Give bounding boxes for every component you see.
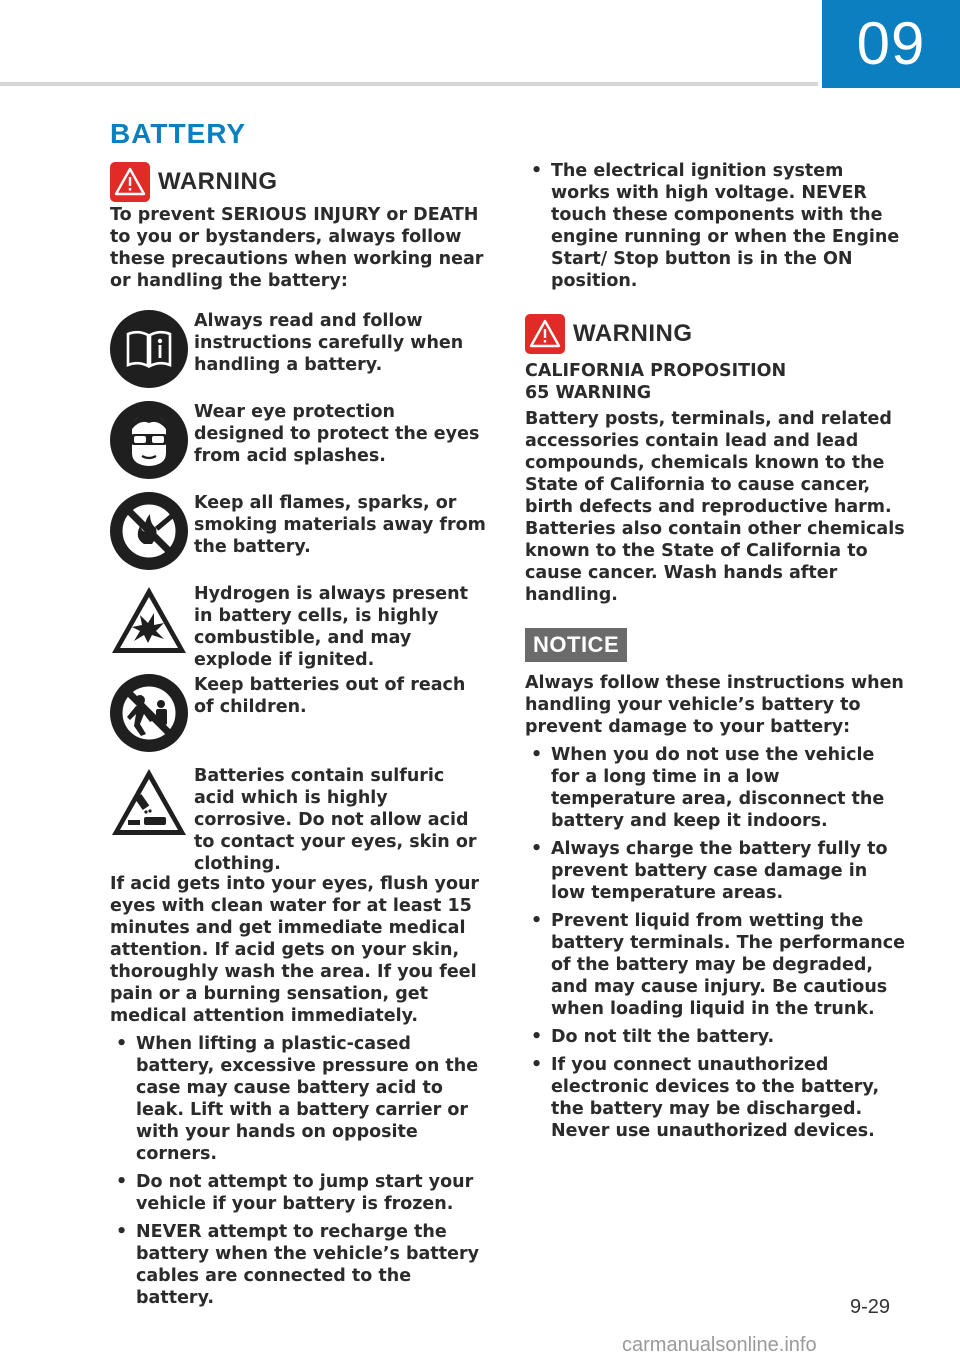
page-number: 9-29	[850, 1296, 891, 1318]
left-column	[110, 162, 490, 1315]
notice-header	[525, 628, 905, 662]
bullet-dot: •	[531, 839, 543, 859]
header-rule	[0, 82, 818, 86]
bullet-dot: •	[531, 1027, 543, 1047]
corrosive-acid-icon	[110, 765, 188, 843]
chapter-tab: 09	[822, 0, 960, 88]
bullet-dot: •	[116, 1172, 128, 1192]
pictogram-item	[110, 583, 490, 674]
acid-first-aid-text: If acid gets into your eyes, flush your eyes with clean water for at least 15 minutes and get immediate medical attention. If acid gets on your skin, thoroughly wash the area. If you feel pain or a burning sensation, get medical attention immediately.	[110, 874, 480, 1026]
list-item: • NEVER attempt to recharge the battery when the vehicle’s battery cables are connected to the battery.	[116, 1222, 480, 1308]
pictogram-text: Batteries contain sulfuric acid which is highly corrosive. Do not allow acid to contact your eyes, skin or clothing.	[194, 766, 477, 874]
pictogram-list	[110, 310, 490, 874]
warning-triangle-icon	[525, 314, 565, 354]
notice-bullet-list	[525, 744, 905, 1142]
list-item: • Do not tilt the battery.	[531, 1027, 775, 1047]
read-manual-icon	[110, 310, 188, 388]
list-item: • The electrical ignition system works with high voltage. NEVER touch these components with the engine running or when the Engine Start/ Stop button is in the ON position.	[531, 161, 900, 291]
list-item: • Prevent liquid from wetting the battery terminals. The performance of the battery may be degraded, and may cause injury. Be cautious when loading liquid in the trunk.	[531, 911, 905, 1019]
warning-label: WARNING	[573, 320, 693, 347]
pictogram-item	[110, 492, 490, 583]
pictogram-item	[110, 674, 490, 765]
no-flames-icon	[110, 492, 188, 570]
pictogram-text: Always read and follow instructions carefully when handling a battery.	[194, 311, 464, 375]
pictogram-text: Wear eye protection designed to protect the eyes from acid splashes.	[194, 402, 480, 466]
notice-intro: Always follow these instructions when handling your vehicle’s battery to prevent damage to your battery:	[525, 673, 904, 737]
list-item: • Do not attempt to jump start your vehicle if your battery is frozen.	[116, 1172, 474, 1214]
prop65-text: Battery posts, terminals, and related accessories contain lead and lead compounds, chemicals known to the State of California to cause cancer, birth defects and reproductive harm. Batteries also contain other chemicals known to the State of California to cause cancer. Wash hands after handling.	[525, 409, 905, 605]
warning-intro: To prevent SERIOUS INJURY or DEATH to you or bystanders, always follow these precautions when working near or handling the battery:	[110, 205, 484, 291]
warning-triangle-icon	[110, 162, 150, 202]
bullet-dot: •	[116, 1034, 128, 1054]
pictogram-item	[110, 401, 490, 492]
prop65-title: CALIFORNIA PROPOSITION 65 WARNING	[525, 361, 787, 403]
bullet-dot: •	[531, 161, 543, 181]
bullet-dot: •	[531, 745, 543, 765]
bullet-dot: •	[116, 1222, 128, 1242]
list-item: • When you do not use the vehicle for a long time in a low temperature area, disconnect the battery and keep it indoors.	[531, 745, 885, 831]
pictogram-text: Keep batteries out of reach of children.	[194, 675, 466, 717]
pictogram-item	[110, 765, 490, 874]
list-item: • When lifting a plastic-cased battery, excessive pressure on the case may cause battery acid to leak. Lift with a battery carrier or with your hands on opposite corners.	[116, 1034, 479, 1164]
warning-label: WARNING	[158, 168, 278, 195]
right-column	[525, 160, 905, 1148]
notice-badge: NOTICE	[525, 628, 627, 662]
section-title: BATTERY	[110, 118, 247, 149]
eye-protection-icon	[110, 401, 188, 479]
warning-header	[110, 162, 490, 202]
warning-header	[525, 314, 905, 354]
list-item: • If you connect unauthorized electronic devices to the battery, the battery may be discharged. Never use unauthorized devices.	[531, 1055, 880, 1141]
pictogram-text: Keep all flames, sparks, or smoking materials away from the battery.	[194, 493, 486, 557]
watermark: carmanualsonline.info	[622, 1334, 817, 1356]
bullet-dot: •	[531, 1055, 543, 1075]
explosion-hazard-icon	[110, 583, 188, 661]
pictogram-item	[110, 310, 490, 401]
left-bullet-list	[110, 1033, 490, 1309]
right-top-bullets	[525, 160, 905, 292]
list-item: • Always charge the battery fully to prevent battery case damage in low temperature areas.	[531, 839, 888, 903]
keep-children-away-icon	[110, 674, 188, 752]
bullet-dot: •	[531, 911, 543, 931]
pictogram-text: Hydrogen is always present in battery cells, is highly combustible, and may explode if ignited.	[194, 584, 468, 670]
